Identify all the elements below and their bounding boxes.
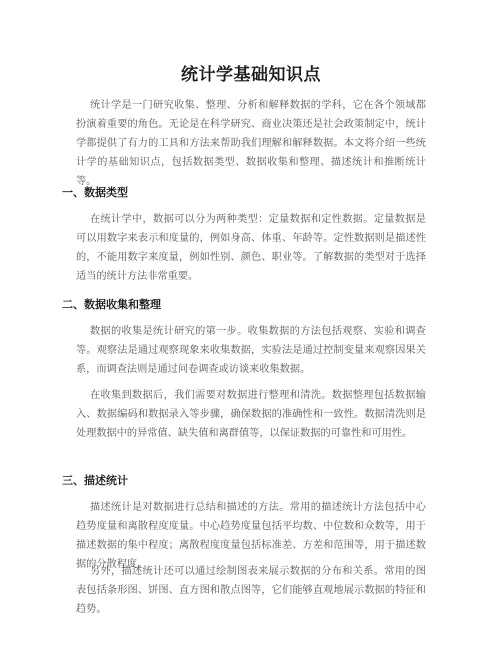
section-heading-data-collection: 二、数据收集和整理 [62, 298, 161, 311]
paragraph-data-types: 在统计学中，数据可以分为两种类型：定量数据和定性数据。定量数据是可以用数字来表示和度量的，例如身高、体重、年龄等。定性数据则是描述性的，不能用数字来度量，例如性别、颜色、职业等。了解数据的类型对于选择适当的统计方法非常重要。 [76, 214, 426, 282]
paragraph-data-collection-1: 数据的收集是统计研究的第一步。收集数据的方法包括观察、实验和调查等。观察法是通过观察现象来收集数据，实验法是通过控制变量来观察因果关系，而调查法则是通过问卷调查或访谈来收集数据。 [76, 326, 426, 375]
section-heading-data-types: 一、数据类型 [62, 186, 128, 199]
paragraph-data-collection-2: 在收集到数据后，我们需要对数据进行整理和清洗。数据整理包括数据输入、数据编码和数据录入等步骤，确保数据的准确性和一致性。数据清洗则是处理数据中的异常值、缺失值和离群值等，以保证数据的可靠性和可用性。 [76, 390, 426, 439]
paragraph-descriptive-stats-1: 描述统计是对数据进行总结和描述的方法。常用的描述统计方法包括中心趋势度量和离散程度度量。中心趋势度量包括平均数、中位数和众数等，用于描述数据的集中程度；离散程度度量包括标准差、方差和范围等，用于描述数据的分散程度。 [76, 502, 426, 570]
document-title: 统计学基础知识点 [181, 65, 321, 85]
intro-paragraph: 统计学是一门研究收集、整理、分析和解释数据的学科，它在各个领域都扮演着重要的角色。无论是在科学研究、商业决策还是社会政策制定中，统计学都提供了有力的工具和方法来帮助我们理解和解释数据。本文将介绍一些统计学的基础知识点，包括数据类型、数据收集和整理、描述统计和推断统计等。 [76, 100, 426, 187]
section-heading-descriptive-stats: 三、描述统计 [62, 474, 128, 487]
paragraph-descriptive-stats-2: 另外，描述统计还可以通过绘制图表来展示数据的分布和关系。常用的图表包括条形图、饼图、直方图和散点图等，它们能够直观地展示数据的特征和趋势。 [76, 566, 426, 615]
